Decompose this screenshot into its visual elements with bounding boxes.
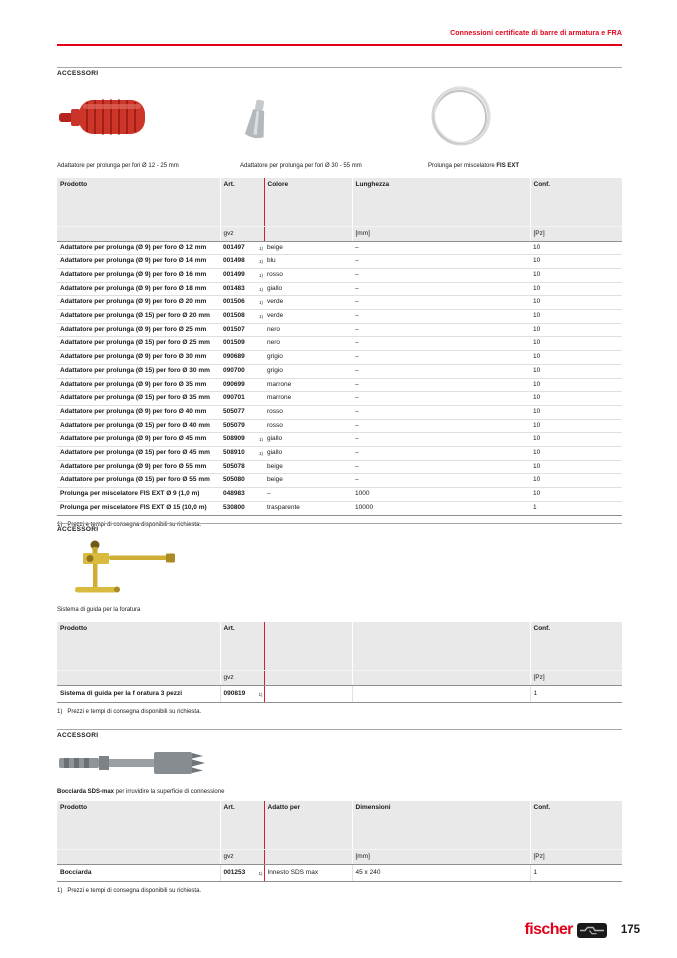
col-header-conf: Conf. xyxy=(530,622,622,670)
cell-colore: rosso xyxy=(264,419,352,433)
cell-art xyxy=(220,337,264,351)
unit-empty xyxy=(352,670,530,685)
table-row xyxy=(57,268,622,282)
cell-lunghezza: – xyxy=(352,282,530,296)
cell-conf: 10 xyxy=(530,337,622,351)
col-header-prodotto: Prodotto xyxy=(57,622,220,670)
table-row xyxy=(57,255,622,269)
art-number: 001483 xyxy=(223,284,245,292)
drill-guide-image xyxy=(63,538,178,600)
cell-art xyxy=(220,447,264,461)
cell-art xyxy=(220,310,264,324)
footnote-text: Prezzi e tempi di consegna disponibili su richiesta. xyxy=(67,708,202,715)
cell-conf: 10 xyxy=(530,323,622,337)
table-row xyxy=(57,378,622,392)
art-number: 001498 xyxy=(223,257,245,265)
cell-colore: trasparente xyxy=(264,501,352,515)
cell-prodotto: Adattatore per prolunga (Ø 9) per foro Ø 16 mm xyxy=(57,268,220,282)
art-number: 505077 xyxy=(223,407,245,415)
cell-prodotto: Adattatore per prolunga (Ø 15) per foro Ø 30 mm xyxy=(57,364,220,378)
cell-prodotto: Adattatore per prolunga (Ø 9) per foro Ø 45 mm xyxy=(57,433,220,447)
art-number: 090819 xyxy=(223,689,246,697)
art-number: 090701 xyxy=(223,394,245,402)
footnote-marker: 1) xyxy=(57,708,63,715)
cell-conf: 10 xyxy=(530,378,622,392)
cell-lunghezza: – xyxy=(352,337,530,351)
table-row xyxy=(57,364,622,378)
product-name-bold: Bocciarda SDS-max xyxy=(57,789,115,795)
table-header-row xyxy=(57,622,622,670)
cell-lunghezza: – xyxy=(352,392,530,406)
cell-art xyxy=(220,241,264,255)
cell-prodotto: Adattatore per prolunga (Ø 15) per foro Ø 55 mm xyxy=(57,474,220,488)
col-header-lunghezza: Lunghezza xyxy=(352,178,530,226)
accessories-table-1 xyxy=(57,178,622,516)
cell-lunghezza: – xyxy=(352,474,530,488)
col-header-conf: Conf. xyxy=(530,178,622,226)
cell-colore: – xyxy=(264,488,352,502)
col-header-conf: Conf. xyxy=(530,801,622,849)
table-row xyxy=(57,405,622,419)
cell-conf: 1 xyxy=(530,864,622,881)
col-header-prodotto: Prodotto xyxy=(57,178,220,226)
table-row xyxy=(57,282,622,296)
table-row xyxy=(57,310,622,324)
table-head xyxy=(57,801,622,864)
table-units-row xyxy=(57,226,622,241)
art-number: 048983 xyxy=(223,490,245,498)
cell-lunghezza: – xyxy=(352,364,530,378)
cell-colore: beige xyxy=(264,460,352,474)
col-header-empty xyxy=(264,622,352,670)
cell-art xyxy=(220,255,264,269)
art-number: 001497 xyxy=(223,243,245,251)
unit-empty xyxy=(264,670,352,685)
col-header-prodotto: Prodotto xyxy=(57,801,220,849)
cell-lunghezza: – xyxy=(352,241,530,255)
gray-adapter-image xyxy=(243,98,273,142)
cell-art xyxy=(220,378,264,392)
cell-colore: marrone xyxy=(264,392,352,406)
unit-empty xyxy=(57,670,220,685)
cell-art xyxy=(220,501,264,515)
accessories-table-3 xyxy=(57,801,622,882)
table-row xyxy=(57,323,622,337)
fischer-plug-icon xyxy=(577,923,607,938)
unit-pz: [Pz] xyxy=(530,670,622,685)
cell-prodotto: Bocciarda xyxy=(57,864,220,881)
cell-conf: 10 xyxy=(530,433,622,447)
bushing-tool-image xyxy=(57,746,212,780)
cell-prodotto: Adattatore per prolunga (Ø 9) per foro Ø 12 mm xyxy=(57,241,220,255)
cell-prodotto: Adattatore per prolunga (Ø 9) per foro Ø 18 mm xyxy=(57,282,220,296)
cell-prodotto: Adattatore per prolunga (Ø 15) per foro Ø 20 mm xyxy=(57,310,220,324)
section-label: ACCESSORI xyxy=(57,70,99,77)
art-number: 530800 xyxy=(223,503,245,511)
table-row xyxy=(57,337,622,351)
cell-lunghezza: – xyxy=(352,310,530,324)
unit-empty xyxy=(57,849,220,864)
cell-art xyxy=(220,488,264,502)
art-number: 090689 xyxy=(223,353,245,361)
table-head xyxy=(57,178,622,241)
cell-art xyxy=(220,864,264,881)
table-header-row xyxy=(57,801,622,849)
footnote-text: Prezzi e tempi di consegna disponibili su richiesta. xyxy=(67,887,202,894)
cell-prodotto: Adattatore per prolunga (Ø 9) per foro Ø 30 mm xyxy=(57,351,220,365)
cell-lunghezza: 10000 xyxy=(352,501,530,515)
footnote-marker: 1) xyxy=(259,286,263,292)
product-images xyxy=(57,742,622,788)
product-description-text: per irruvidire la superficie di connessione xyxy=(114,789,225,795)
section-label: ACCESSORI xyxy=(57,526,99,533)
unit-pz: [Pz] xyxy=(530,226,622,241)
footnote-marker: 1) xyxy=(258,870,263,876)
table-row xyxy=(57,474,622,488)
cell-conf: 10 xyxy=(530,241,622,255)
table-row xyxy=(57,419,622,433)
cell-prodotto: Adattatore per prolunga (Ø 15) per foro Ø 45 mm xyxy=(57,447,220,461)
unit-empty xyxy=(264,226,352,241)
section-accessories-2 xyxy=(57,523,622,715)
cell-conf: 10 xyxy=(530,351,622,365)
cell-art xyxy=(220,392,264,406)
cell-empty xyxy=(264,685,352,702)
unit-gvz: gvz xyxy=(220,226,264,241)
cell-colore: grigio xyxy=(264,351,352,365)
table-body xyxy=(57,864,622,881)
table-row xyxy=(57,433,622,447)
cell-conf: 10 xyxy=(530,474,622,488)
footnote-marker: 1) xyxy=(259,272,263,278)
cell-conf: 10 xyxy=(530,296,622,310)
cell-conf: 10 xyxy=(530,282,622,296)
unit-empty xyxy=(57,226,220,241)
cell-lunghezza: – xyxy=(352,433,530,447)
footnote-marker: 1) xyxy=(259,300,263,306)
footnote-marker: 1) xyxy=(259,259,263,265)
cell-lunghezza: – xyxy=(352,351,530,365)
page-footer xyxy=(525,921,640,939)
art-number: 001509 xyxy=(223,339,245,347)
table-body xyxy=(57,241,622,515)
footnote xyxy=(57,888,622,894)
cell-colore: nero xyxy=(264,337,352,351)
cell-lunghezza: – xyxy=(352,405,530,419)
cell-lunghezza: – xyxy=(352,323,530,337)
product-description xyxy=(57,788,232,796)
header-rule xyxy=(57,44,622,46)
cell-art xyxy=(220,296,264,310)
cell-prodotto: Sistema di guida per la f oratura 3 pezzi xyxy=(57,685,220,702)
cell-colore: verde xyxy=(264,310,352,324)
cell-prodotto: Adattatore per prolunga (Ø 9) per foro Ø 35 mm xyxy=(57,378,220,392)
cell-colore: beige xyxy=(264,241,352,255)
cell-colore: giallo xyxy=(264,433,352,447)
cell-dimensioni: 45 x 240 xyxy=(352,864,530,881)
unit-mm: [mm] xyxy=(352,226,530,241)
cell-conf: 10 xyxy=(530,392,622,406)
cell-colore: verde xyxy=(264,296,352,310)
art-number: 090700 xyxy=(223,366,245,374)
cell-empty xyxy=(352,685,530,702)
image-caption-3 xyxy=(428,163,519,170)
red-adapter-image xyxy=(57,92,157,142)
cell-art xyxy=(220,685,264,702)
cell-prodotto: Prolunga per miscelatore FIS EXT Ø 15 (10,0 m) xyxy=(57,501,220,515)
col-header-colore: Colore xyxy=(264,178,352,226)
col-header-art: Art. xyxy=(220,622,264,670)
art-number: 090699 xyxy=(223,380,245,388)
cell-conf: 10 xyxy=(530,268,622,282)
cell-prodotto: Adattatore per prolunga (Ø 9) per foro Ø 25 mm xyxy=(57,323,220,337)
cell-lunghezza: – xyxy=(352,268,530,282)
cell-lunghezza: 1000 xyxy=(352,488,530,502)
cell-colore: rosso xyxy=(264,268,352,282)
cell-colore: blu xyxy=(264,255,352,269)
table-row xyxy=(57,392,622,406)
cell-prodotto: Adattatore per prolunga (Ø 9) per foro Ø 14 mm xyxy=(57,255,220,269)
cell-conf: 10 xyxy=(530,255,622,269)
table-header-row xyxy=(57,178,622,226)
table-row xyxy=(57,296,622,310)
unit-gvz: gvz xyxy=(220,849,264,864)
cell-conf: 10 xyxy=(530,419,622,433)
cell-lunghezza: – xyxy=(352,419,530,433)
table-head xyxy=(57,622,622,685)
unit-gvz: gvz xyxy=(220,670,264,685)
art-number: 505080 xyxy=(223,476,245,484)
cell-conf: 1 xyxy=(530,685,622,702)
unit-empty xyxy=(264,849,352,864)
cell-prodotto: Prolunga per miscelatore FIS EXT Ø 9 (1,0 m) xyxy=(57,488,220,502)
col-header-dimensioni: Dimensioni xyxy=(352,801,530,849)
cell-prodotto: Adattatore per prolunga (Ø 15) per foro Ø 35 mm xyxy=(57,392,220,406)
cell-prodotto: Adattatore per prolunga (Ø 15) per foro Ø 40 mm xyxy=(57,419,220,433)
art-number: 001506 xyxy=(223,298,245,306)
table-body xyxy=(57,685,622,702)
caption-bold-text: FIS EXT xyxy=(496,162,520,169)
art-number: 508910 xyxy=(223,449,245,457)
art-number: 001507 xyxy=(223,325,245,333)
cell-colore: nero xyxy=(264,323,352,337)
table-units-row xyxy=(57,670,622,685)
cell-art xyxy=(220,351,264,365)
table-row xyxy=(57,501,622,515)
col-header-adatto: Adatto per xyxy=(264,801,352,849)
art-number: 508909 xyxy=(223,435,245,443)
cell-colore: giallo xyxy=(264,282,352,296)
caption-text: Prolunga per miscelatore xyxy=(428,162,497,169)
art-number: 001253 xyxy=(223,868,246,876)
cell-lunghezza: – xyxy=(352,255,530,269)
unit-pz: [Pz] xyxy=(530,849,622,864)
col-header-art: Art. xyxy=(220,801,264,849)
cell-conf: 10 xyxy=(530,447,622,461)
cell-art xyxy=(220,282,264,296)
table-row xyxy=(57,351,622,365)
unit-mm: [mm] xyxy=(352,849,530,864)
footnote-text: Prezzi e tempi di consegna disponibili su richiesta. xyxy=(67,521,202,528)
cell-lunghezza: – xyxy=(352,378,530,392)
tube-coil-image xyxy=(427,82,495,150)
image-caption-2: Adattatore per prolunga per fori Ø 30 - 55 mm xyxy=(240,162,362,169)
cell-colore: beige xyxy=(264,474,352,488)
cell-conf: 1 xyxy=(530,501,622,515)
page-header-title: Connessioni certificate di barre di armatura e FRA xyxy=(450,30,622,37)
cell-conf: 10 xyxy=(530,310,622,324)
cell-conf: 10 xyxy=(530,405,622,419)
section-accessories-3 xyxy=(57,729,622,894)
cell-colore: marrone xyxy=(264,378,352,392)
cell-prodotto: Adattatore per prolunga (Ø 9) per foro Ø 55 mm xyxy=(57,460,220,474)
page-number: 175 xyxy=(620,924,640,936)
cell-prodotto: Adattatore per prolunga (Ø 9) per foro Ø 20 mm xyxy=(57,296,220,310)
product-images xyxy=(57,80,622,172)
table-row xyxy=(57,864,622,881)
cell-art xyxy=(220,433,264,447)
footnote-marker: 1) xyxy=(57,887,63,894)
cell-lunghezza: – xyxy=(352,447,530,461)
accessories-table-2 xyxy=(57,622,622,703)
footnote-marker: 1) xyxy=(258,691,263,697)
product-images xyxy=(57,536,622,616)
cell-prodotto: Adattatore per prolunga (Ø 9) per foro Ø 40 mm xyxy=(57,405,220,419)
cell-colore: grigio xyxy=(264,364,352,378)
section-accessories-1 xyxy=(57,67,622,528)
cell-art xyxy=(220,419,264,433)
art-number: 001499 xyxy=(223,270,245,278)
cell-art xyxy=(220,364,264,378)
cell-prodotto: Adattatore per prolunga (Ø 15) per foro Ø 25 mm xyxy=(57,337,220,351)
cell-art xyxy=(220,268,264,282)
table-row xyxy=(57,685,622,702)
cell-art xyxy=(220,460,264,474)
image-caption-1: Adattatore per prolunga per fori Ø 12 - 25 mm xyxy=(57,162,179,169)
cell-conf: 10 xyxy=(530,488,622,502)
col-header-art: Art. xyxy=(220,178,264,226)
cell-conf: 10 xyxy=(530,460,622,474)
cell-colore: rosso xyxy=(264,405,352,419)
cell-art xyxy=(220,405,264,419)
cell-lunghezza: – xyxy=(352,296,530,310)
footnote-marker: 1) xyxy=(259,245,263,251)
image-caption: Sistema di guida per la foratura xyxy=(57,606,141,613)
table-row xyxy=(57,460,622,474)
cell-colore: giallo xyxy=(264,447,352,461)
art-number: 505079 xyxy=(223,421,245,429)
table-units-row xyxy=(57,849,622,864)
footnote xyxy=(57,709,622,715)
cell-art xyxy=(220,323,264,337)
fischer-logo: fischer xyxy=(524,921,573,938)
table-row xyxy=(57,447,622,461)
footnote-marker: 1) xyxy=(259,437,263,443)
col-header-empty xyxy=(352,622,530,670)
art-number: 001508 xyxy=(223,312,245,320)
table-row xyxy=(57,241,622,255)
cell-conf: 10 xyxy=(530,364,622,378)
art-number: 505078 xyxy=(223,462,245,470)
footnote-marker: 1) xyxy=(259,451,263,457)
footnote-marker: 1) xyxy=(57,521,63,528)
section-label: ACCESSORI xyxy=(57,732,99,739)
cell-adatto: Innesto SDS max xyxy=(264,864,352,881)
cell-art xyxy=(220,474,264,488)
table-row xyxy=(57,488,622,502)
footnote-marker: 1) xyxy=(259,314,263,320)
cell-lunghezza: – xyxy=(352,460,530,474)
